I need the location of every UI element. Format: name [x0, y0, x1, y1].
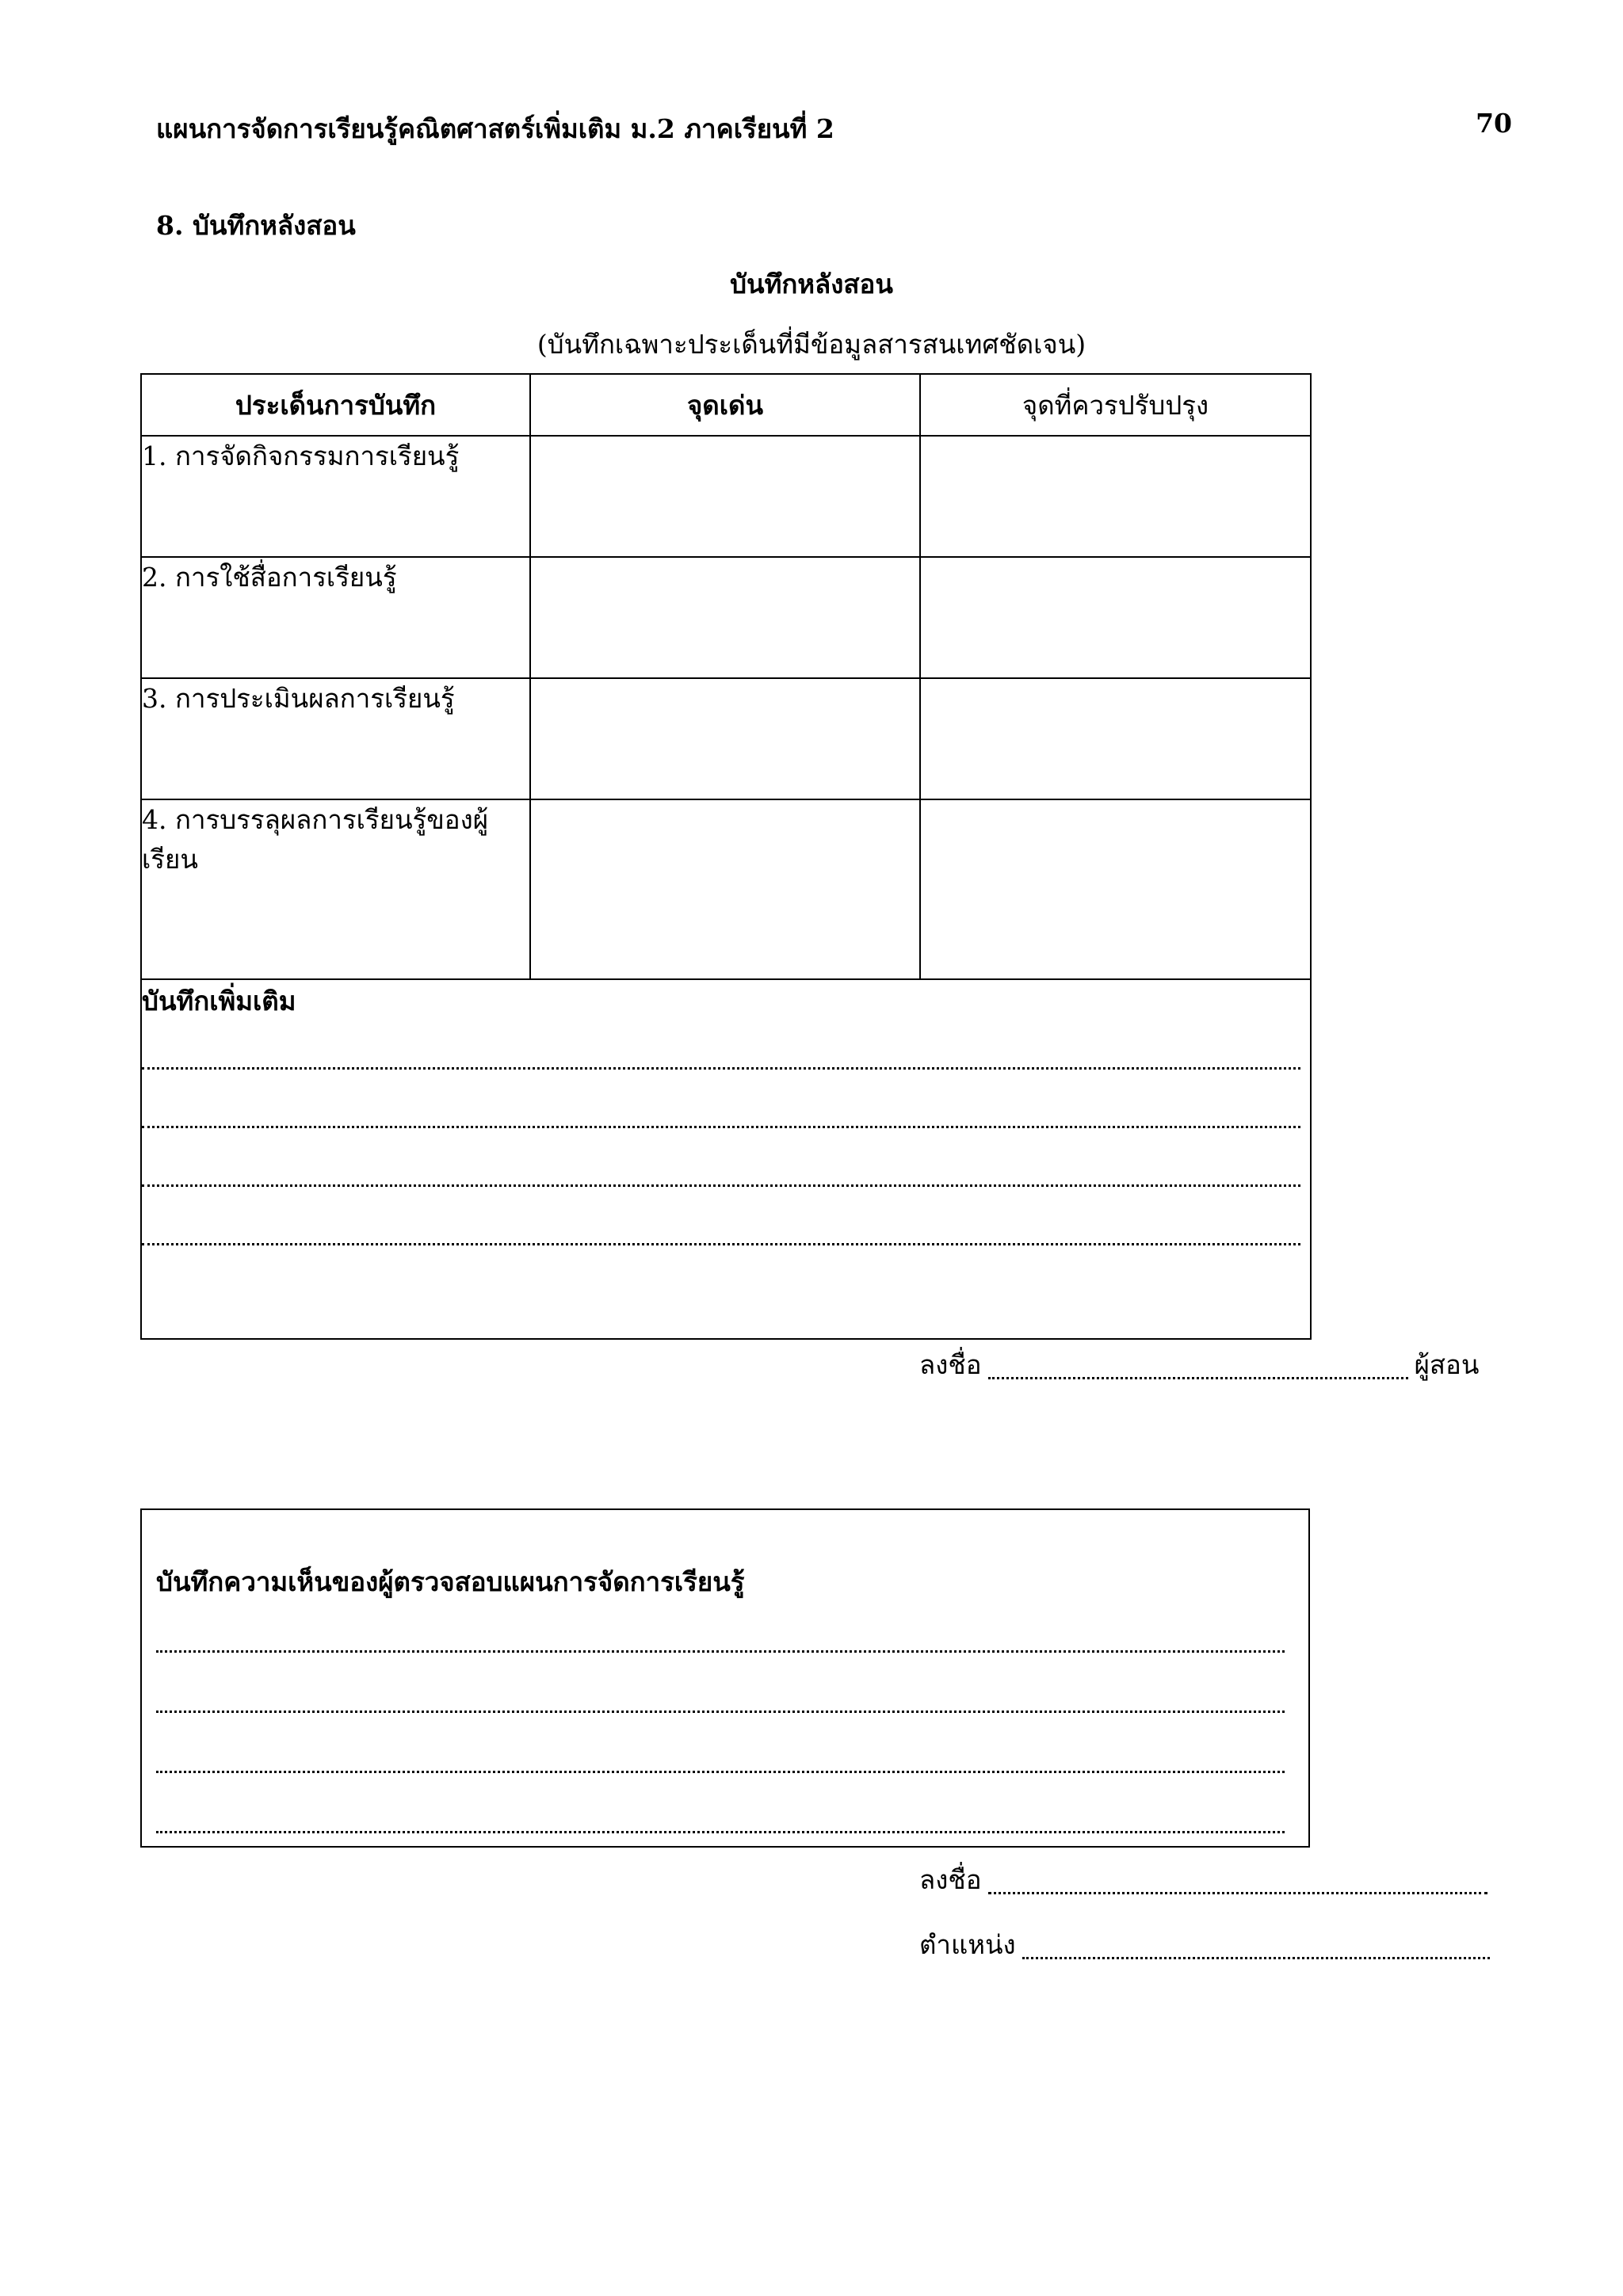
form-subtitle: (บันทึกเฉพาะประเด็นที่มีข้อมูลสารสนเทศชัดเจน) [537, 329, 1086, 360]
table-row [141, 799, 1311, 979]
issue-cell: 1. การจัดกิจกรรมการเรียนรู้ [141, 436, 530, 557]
strengths-cell[interactable] [530, 557, 920, 678]
improvements-cell[interactable] [920, 799, 1311, 979]
improvements-cell[interactable] [920, 678, 1311, 799]
strengths-cell[interactable] [530, 799, 920, 979]
reviewer-signature-label: ลงชื่อ [919, 1864, 982, 1895]
additional-notes-row [141, 979, 1311, 1339]
table-row [141, 678, 1311, 799]
dotted-writing-line[interactable] [142, 1095, 1310, 1154]
table-row [141, 557, 1311, 678]
reviewer-position-label: ตำแหน่ง [919, 1929, 1016, 1960]
improvements-cell[interactable] [920, 557, 1311, 678]
teacher-signature-field[interactable] [988, 1377, 1408, 1379]
issue-cell: 4. การบรรลุผลการเรียนรู้ของผู้เรียน [141, 799, 530, 979]
teacher-signature-label: ลงชื่อ [919, 1349, 982, 1380]
dotted-writing-line[interactable] [156, 1678, 1294, 1738]
strengths-cell[interactable] [530, 678, 920, 799]
column-header-issue: ประเด็นการบันทึก [141, 374, 530, 436]
column-header-strengths: จุดเด่น [530, 374, 920, 436]
reviewer-position-line [919, 1924, 1496, 1966]
teacher-signature-line [919, 1344, 1479, 1386]
column-header-improvements: จุดที่ควรปรับปรุง [920, 374, 1311, 436]
issue-cell: 2. การใช้สื่อการเรียนรู้ [141, 557, 530, 678]
table-header-row [141, 374, 1311, 436]
document-header-title: แผนการจัดการเรียนรู้คณิตศาสตร์เพิ่มเติม ม.2 ภาคเรียนที่ 2 [156, 113, 834, 144]
reviewer-position-field[interactable] [1022, 1957, 1490, 1959]
teacher-role-label: ผู้สอน [1414, 1349, 1480, 1380]
reviewer-signature-line [919, 1859, 1494, 1901]
strengths-cell[interactable] [530, 436, 920, 557]
dotted-writing-line[interactable] [142, 1212, 1310, 1271]
additional-notes-label: บันทึกเพิ่มเติม [142, 986, 296, 1016]
dotted-writing-line[interactable] [142, 1036, 1310, 1095]
table-row [141, 436, 1311, 557]
form-title: บันทึกหลังสอน [730, 269, 893, 299]
dotted-writing-line[interactable] [156, 1618, 1294, 1678]
additional-notes-cell [141, 979, 1311, 1339]
reviewer-comment-label: บันทึกความเห็นของผู้ตรวจสอบแผนการจัดการเรียนรู้ [156, 1566, 745, 1597]
improvements-cell[interactable] [920, 436, 1311, 557]
reviewer-signature-field[interactable] [988, 1892, 1487, 1894]
dotted-writing-line[interactable] [156, 1738, 1294, 1798]
after-teaching-record-table [140, 373, 1312, 1340]
dotted-writing-line[interactable] [156, 1798, 1294, 1859]
section-heading: 8. บันทึกหลังสอน [156, 210, 356, 241]
page-number: 70 [1476, 108, 1512, 139]
reviewer-comment-box [140, 1508, 1310, 1848]
dotted-writing-line[interactable] [142, 1154, 1310, 1212]
issue-cell: 3. การประเมินผลการเรียนรู้ [141, 678, 530, 799]
